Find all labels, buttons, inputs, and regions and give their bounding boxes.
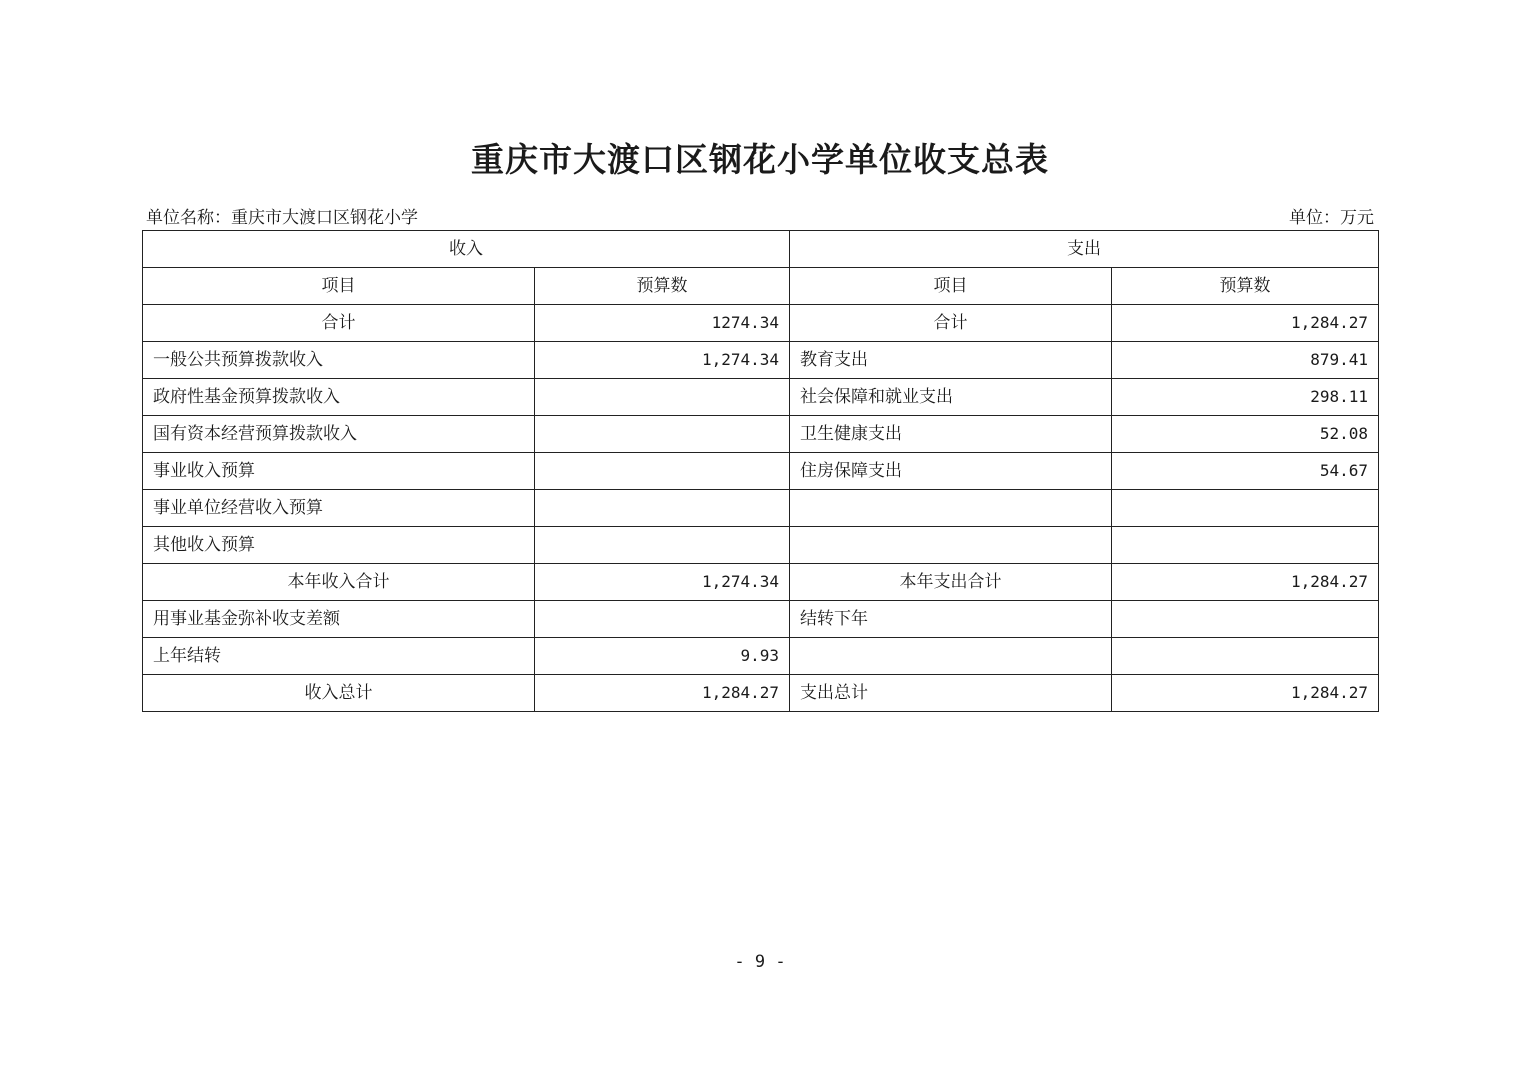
income-section-header: 收入 xyxy=(143,231,790,268)
expense-value-cell: 1,284.27 xyxy=(1112,305,1379,342)
income-item-cell: 一般公共预算拨款收入 xyxy=(143,342,535,379)
section-header-row xyxy=(143,231,1379,268)
expense-value-cell: 298.11 xyxy=(1112,379,1379,416)
table-row xyxy=(143,305,1379,342)
expense-item-cell: 合计 xyxy=(790,305,1112,342)
income-item-cell: 政府性基金预算拨款收入 xyxy=(143,379,535,416)
expense-item-cell xyxy=(790,638,1112,675)
expense-item-cell: 结转下年 xyxy=(790,601,1112,638)
income-item-cell: 上年结转 xyxy=(143,638,535,675)
income-value-cell: 1,274.34 xyxy=(535,342,790,379)
currency-unit-label: 单位：万元 xyxy=(1289,208,1374,228)
expense-budget-header: 预算数 xyxy=(1112,268,1379,305)
income-value-cell xyxy=(535,416,790,453)
income-value-cell xyxy=(535,379,790,416)
income-value-cell xyxy=(535,453,790,490)
expense-item-cell xyxy=(790,490,1112,527)
income-item-cell: 收入总计 xyxy=(143,675,535,712)
table-row xyxy=(143,638,1379,675)
expense-value-cell xyxy=(1112,490,1379,527)
expense-value-cell: 1,284.27 xyxy=(1112,675,1379,712)
expense-value-cell xyxy=(1112,527,1379,564)
income-value-cell xyxy=(535,527,790,564)
expense-value-cell: 52.08 xyxy=(1112,416,1379,453)
income-expense-summary-table xyxy=(142,230,1379,712)
table-row xyxy=(143,601,1379,638)
expense-item-cell: 本年支出合计 xyxy=(790,564,1112,601)
income-value-cell: 1,274.34 xyxy=(535,564,790,601)
expense-value-cell: 54.67 xyxy=(1112,453,1379,490)
table-row xyxy=(143,675,1379,712)
expense-value-cell: 879.41 xyxy=(1112,342,1379,379)
page-title: 重庆市大渡口区钢花小学单位收支总表 xyxy=(471,140,1049,179)
expense-item-cell: 卫生健康支出 xyxy=(790,416,1112,453)
income-budget-header: 预算数 xyxy=(535,268,790,305)
expense-item-cell: 教育支出 xyxy=(790,342,1112,379)
table-row xyxy=(143,416,1379,453)
income-item-cell: 用事业基金弥补收支差额 xyxy=(143,601,535,638)
table-meta xyxy=(143,206,1377,230)
table-row xyxy=(143,564,1379,601)
income-item-cell: 其他收入预算 xyxy=(143,527,535,564)
expense-value-cell: 1,284.27 xyxy=(1112,564,1379,601)
expense-item-cell xyxy=(790,527,1112,564)
expense-item-header: 项目 xyxy=(790,268,1112,305)
income-item-cell: 事业收入预算 xyxy=(143,453,535,490)
table-row xyxy=(143,490,1379,527)
expense-item-cell: 支出总计 xyxy=(790,675,1112,712)
income-value-cell xyxy=(535,490,790,527)
income-value-cell: 1,284.27 xyxy=(535,675,790,712)
income-item-cell: 本年收入合计 xyxy=(143,564,535,601)
expense-section-header: 支出 xyxy=(790,231,1379,268)
table-row xyxy=(143,453,1379,490)
expense-value-cell xyxy=(1112,638,1379,675)
income-item-header: 项目 xyxy=(143,268,535,305)
expense-item-cell: 住房保障支出 xyxy=(790,453,1112,490)
income-item-cell: 国有资本经营预算拨款收入 xyxy=(143,416,535,453)
income-value-cell: 1274.34 xyxy=(535,305,790,342)
expense-item-cell: 社会保障和就业支出 xyxy=(790,379,1112,416)
income-value-cell xyxy=(535,601,790,638)
income-item-cell: 事业单位经营收入预算 xyxy=(143,490,535,527)
column-header-row xyxy=(143,268,1379,305)
table-row xyxy=(143,379,1379,416)
income-item-cell: 合计 xyxy=(143,305,535,342)
table-row xyxy=(143,527,1379,564)
page-number: - 9 - xyxy=(734,952,786,972)
income-value-cell: 9.93 xyxy=(535,638,790,675)
expense-value-cell xyxy=(1112,601,1379,638)
table-row xyxy=(143,342,1379,379)
unit-name-label: 单位名称：重庆市大渡口区钢花小学 xyxy=(146,208,418,228)
